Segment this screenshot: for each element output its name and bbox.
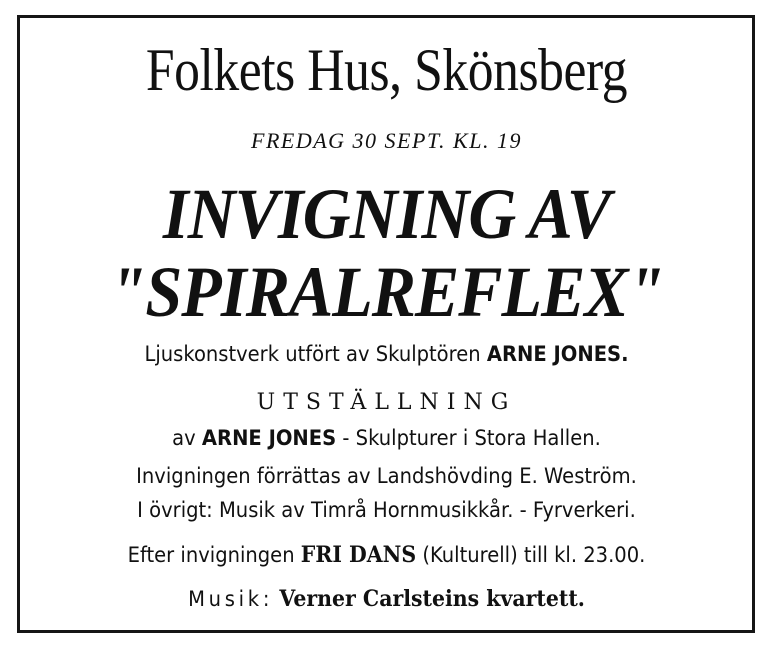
artwork-description-prefix: Ljuskonstverk utfört av Skulptören (144, 342, 481, 366)
dance-highlight: FRI DANS (300, 542, 417, 568)
music-label: Musik: (188, 587, 274, 611)
artwork-description (46, 344, 728, 365)
event-date: FREDAG 30 SEPT. KL. 19 (251, 128, 522, 153)
headline-line-1: INVIGNING AV (162, 174, 611, 254)
opening-line: Invigningen förrättas av Landshövding E. Weström. (136, 464, 637, 488)
dance-prefix: Efter invigningen (127, 543, 295, 567)
music-line (46, 588, 728, 610)
dance-line (46, 544, 728, 566)
other-program-line: I övrigt: Musik av Timrå Hornmusikkår. - Fyrverkeri. (137, 498, 636, 522)
exhibition-description (46, 428, 728, 449)
venue-title: Folkets Hus, Skönsberg (145, 37, 628, 103)
music-band: Verner Carlsteins kvartett. (279, 586, 585, 612)
dance-suffix: (Kulturell) till kl. 23.00. (422, 543, 646, 567)
artwork-artist: ARNE JONES. (486, 342, 629, 366)
exhibition-suffix: - Skulpturer i Stora Hallen. (342, 426, 601, 450)
headline-line-2: "SPIRALREFLEX" (109, 252, 664, 332)
exhibition-heading: UTSTÄLLNING (256, 390, 517, 415)
exhibition-prefix: av (172, 426, 196, 450)
exhibition-artist: ARNE JONES (201, 426, 337, 450)
